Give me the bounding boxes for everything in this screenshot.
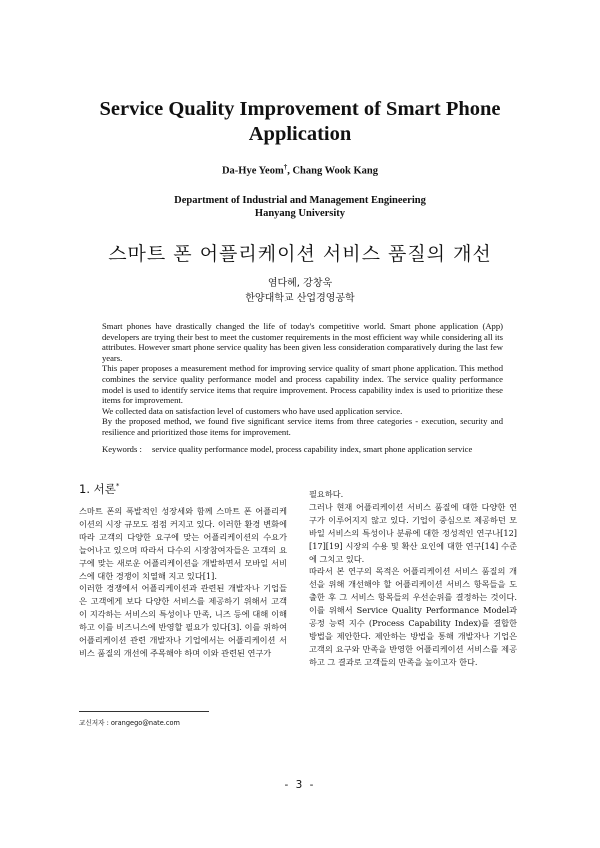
- body-column-left: [79, 505, 287, 660]
- body-column-right: [309, 488, 517, 669]
- body-paragraph: 이러한 경쟁에서 어플리케이션과 관련된 개발자나 기업들은 고객에게 보다 다양한 서비스를 제공하기 위해서 고객이 지각하는 서비스의 특성이나 만족, 니즈 등에 대해 이해하고 이를 비즈니스에 반영할 필요가 있다[3]. 이를 위하여 어플리케이션 관련 개발자나 기업에서는 어플리케이션 서비스 품질의 개선에 주목해야 하며 이와 관련된 연구가: [79, 583, 287, 658]
- paper-title-en: Service Quality Improvement of Smart Phone Application: [99, 98, 501, 145]
- section-title: 1. 서론: [79, 482, 116, 496]
- abstract: [102, 321, 503, 438]
- author-first: Da-Hye Yeom: [221, 165, 284, 177]
- abstract-paragraph: This paper proposes a measurement method for improving service quality of smart phone application. This method combines the service quality performance model and process capability index. The service quality performance model is used to identify service items that require improvement. Process capability index is used to prioritize these items for improvement.: [102, 363, 503, 406]
- university-en: Hanyang University: [254, 208, 346, 219]
- page-number: - 3 -: [284, 779, 316, 791]
- paper-title-ko: 스마트 폰 어플리케이션 서비스 품질의 개선: [108, 243, 492, 265]
- footnote-mark: *: [115, 482, 120, 491]
- abstract-paragraph: By the proposed method, we found five significant service items from three categories - execution, security and resilience and prioritized those items for improvement.: [102, 416, 503, 437]
- body-paragraph: 따라서 본 연구의 목적은 어플리케이션 서비스 품질의 개선을 위해 개선해야 할 어플리케이션 서비스 항목들을 도출한 후 그 서비스 항목들의 우선순위를 결정하는 것이다. 이를 위해서 Service Quality Performance Model과 공정 능력 지수 (Process Capability Index)를 결합한 방법을 제안한다. 제안하는 방법을 통해 개발자나 기업은 고객의 요구와 만족을 반영한 어플리케이션 서비스를 제공하고 그 결과로 고객들의 만족을 높이고자 한다.: [309, 566, 517, 667]
- affiliation-ko: 한양대학교 산업경영공학: [245, 293, 355, 304]
- section-heading: [79, 481, 119, 497]
- footnote: 교신저자 : orangego@nate.com: [79, 719, 180, 727]
- authors-ko: 염다혜, 강창욱: [267, 278, 333, 289]
- keywords-label: Keywords :: [102, 444, 142, 454]
- abstract-paragraph: Smart phones have drastically changed the life of today's competitive world. Smart phone application (App) developers are trying their best to meet the customer requirements in the most efficient way while considering all its attributes. However smart phone service quality has been given less consideration comparatively during the last few years.: [102, 321, 503, 363]
- abstract-paragraph: We collected data on satisfaction level of customers who have used application service.: [102, 405, 403, 416]
- corresponding-author-mark: †: [283, 163, 288, 171]
- authors-en: [0, 163, 600, 177]
- keywords-list: service quality performance model, process capability index, smart phone application service: [152, 444, 473, 454]
- body-paragraph: 필요하다.: [309, 489, 344, 499]
- author-rest: , Chang Wook Kang: [287, 165, 379, 177]
- body-paragraph: 그러나 현재 어플리케이션 서비스 품질에 대한 다양한 연구가 이루어지지 않고 있다. 기업이 중심으로 제공하던 모바일 서비스의 특성이나 분류에 대한 정성적인 연구나[12][17][19] 시장의 수용 및 확산 요인에 대한 연구[14] 수준에 그치고 있다.: [309, 501, 517, 564]
- footnote-divider: [79, 711, 209, 712]
- department-en: Department of Industrial and Management Engineering: [174, 195, 426, 206]
- affiliation-en: [0, 194, 600, 220]
- body-paragraph: 스마트 폰의 폭발적인 성장세와 함께 스마트 폰 어플리케이션의 시장 규모도 점점 커지고 있다. 이러한 환경 변화에 따라 고객의 다양한 요구에 맞는 어플리케이션의 수요가 늘어나고 있으며 따라서 다수의 시장참여자들은 고객의 요구에 맞는 새로운 어플리케이션을 개발하면서 모바일 서비스에 대한 경쟁이 치열해 지고 있다[1].: [79, 506, 287, 581]
- keywords: [102, 444, 512, 454]
- authors-ko-block: [0, 276, 600, 306]
